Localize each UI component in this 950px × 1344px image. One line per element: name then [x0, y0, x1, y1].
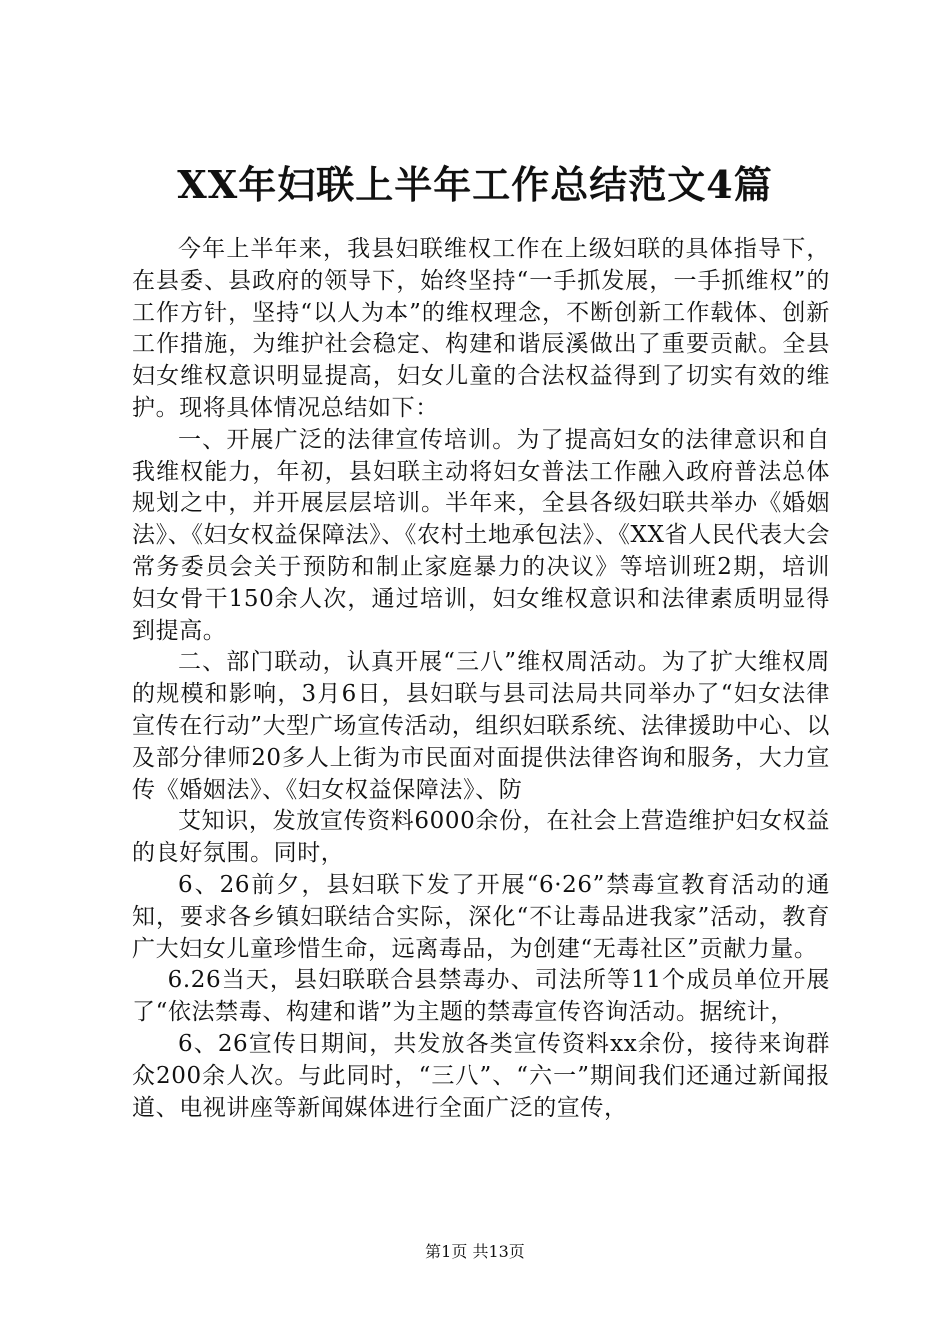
paragraph-intro: 今年上半年来，我县妇联维权工作在上级妇联的具体指导下，在县委、县政府的领导下，始终坚持“一手抓发展，一手抓维权”的工作方针，坚持“以人为本”的维权理念，不断创新工作载体、创新工作措施，为维护社会稳定、构建和谐辰溪做出了重要贡献。全县妇女维权意识明显提高，妇女儿童的合法权益得到了切实有效的维护。现将具体情况总结如下： [132, 236, 830, 421]
paragraph-626-period: 6、26宣传日期间，共发放各类宣传资料xx余份，接待来询群众200余人次。与此同时，“三八”、“六一”期间我们还通过新闻报道、电视讲座等新闻媒体进行全面广泛的宣传， [132, 1030, 830, 1121]
paragraph-626-eve: 6、26前夕，县妇联下发了开展“6·26”禁毒宣教育活动的通知，要求各乡镇妇联结合实际，深化“不让毒品进我家”活动，教育广大妇女儿童珍惜生命，远离毒品，为创建“无毒社区”贡献力量。 [132, 871, 830, 962]
paragraph-626-day: 6.26当天，县妇联联合县禁毒办、司法所等11个成员单位开展了“依法禁毒、构建和谐”为主题的禁毒宣传咨询活动。据统计， [132, 967, 830, 1026]
paragraph-section-1: 一、开展广泛的法律宣传培训。为了提高妇女的法律意识和自我维权能力，年初，县妇联主动将妇女普法工作融入政府普法总体规划之中，并开展层层培训。半年来，全县各级妇联共举办《婚姻法》、《妇女权益保障法》、《农村土地承包法》、《XX省人民代表大会常务委员会关于预防和制止家庭暴力的决议》等培训班2期，培训妇女骨干150余人次，通过培训，妇女维权意识和法律素质明显得到提高。 [132, 426, 830, 644]
document-body [132, 234, 830, 1124]
page-footer: 第1页 共13页 [425, 1242, 525, 1261]
document-title: XX年妇联上半年工作总结范文4篇 [177, 162, 773, 207]
paragraph-aids-knowledge: 艾知识，发放宣传资料6000余份，在社会上营造维护妇女权益的良好氛围。同时， [132, 808, 830, 867]
paragraph-section-2: 二、部门联动，认真开展“三八”维权周活动。为了扩大维权周的规模和影响，3月6日，县妇联与县司法局共同举办了“妇女法律宣传在行动”大型广场宣传活动，组织妇联系统、法律援助中心、以及部分律师20多人上街为市民面对面提供法律咨询和服务，大力宣传《婚姻法》、《妇女权益保障法》、防 [132, 649, 830, 803]
